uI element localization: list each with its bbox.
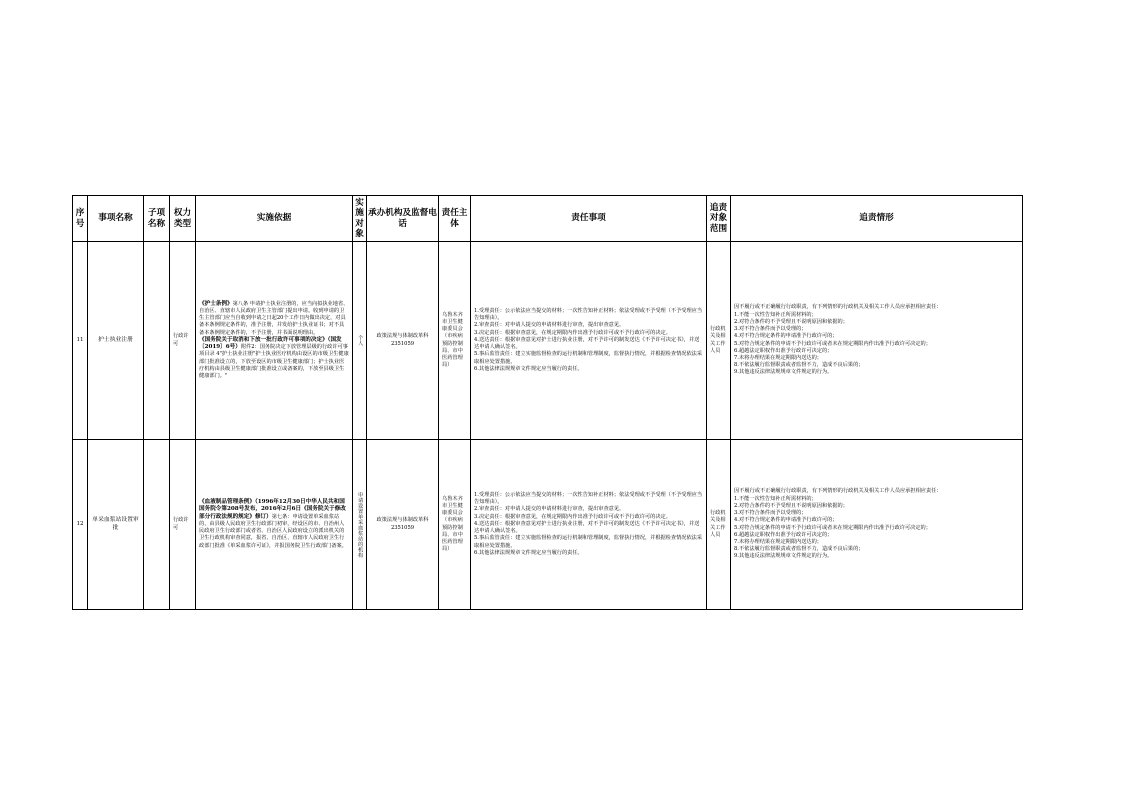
row-item-name: 单采血浆站设置审批 (88, 440, 144, 610)
header-basis: 实施依据 (196, 196, 353, 242)
table-row (73, 440, 1023, 610)
target-text: 个人 (357, 335, 364, 346)
case-line: 6.超越法定职权作出准予行政许可决定的； (734, 531, 833, 538)
case-line: 7.未将办理结果在规定期限内送达的； (734, 538, 822, 545)
header-row (73, 196, 1023, 242)
row-org: 政策法规与体制改革科2351059 (367, 440, 439, 610)
row-seq: 11 (73, 242, 88, 440)
case-line: 9.其他违反法律法规规章文件规定的行为。 (734, 553, 833, 560)
row-power-type: 行政许可 (170, 242, 196, 440)
row-cases (731, 242, 1023, 440)
row-subject: 乌鲁木齐市卫生健康委员会（市疾病预防控制局、市中医药管理局） (439, 440, 471, 610)
row-scope: 行政机关及相关工作人员 (707, 242, 731, 440)
duty-line: 5.事后监管责任：建立实施监督检查的运行机制和管理制度，监督执行情况，并根据检查情况依法采取相应处置措施。 (474, 535, 703, 549)
case-line: 2.对符合条件的不予受理且不说明原因和依据的； (734, 318, 848, 325)
duty-line: 5.事后监管责任：建立实施监督检查的运行机制和管理制度，监督执行情况，并根据检查情况依法采取相应处置措施。 (474, 351, 703, 365)
row-subitem (144, 440, 170, 610)
case-line: 因不履行或不正确履行行政职责，有下列情形的行政机关及相关工作人员应承担相应责任： (734, 304, 942, 311)
header-cases: 追责情形 (731, 196, 1023, 242)
target-text: 申请设置单采血浆站的机构 (357, 491, 364, 558)
row-org: 政策法规与体制改革科2351059 (367, 242, 439, 440)
header-target: 实施对象 (353, 196, 367, 242)
duty-line: 4.送达责任：根据审查意见对护士进行执业注册，对不予许可的制发送达《不予许可决定书》，并送达申请人确认签名。 (474, 520, 700, 535)
case-line: 1.不能一次性告知补正所需材料的； (734, 495, 817, 502)
case-line: 8.不依法履行监督职责或者监督不力，造成不良后果的； (734, 362, 864, 369)
case-line: 2.对符合条件的不予受理且不说明原因和依据的； (734, 502, 848, 509)
header-scope: 追责对象范围 (707, 196, 731, 242)
header-org: 承办机构及监督电话 (367, 196, 439, 242)
row-basis (196, 242, 353, 440)
case-line: 5.对符合规定条件的申请不予行政许可或者未在规定期限内作出准予行政许可决定的； (734, 524, 931, 531)
row-duties (471, 242, 707, 440)
duty-line: 3.决定责任：根据审查意见，在规定期限内作出准予行政许可或不予行政许可的决定。 (474, 513, 671, 520)
case-line: 3.对不符合条件而予以受理的； (734, 510, 807, 517)
basis-text: 第八条 申请护士执业注册的，应当向拟执业地省、自治区、直辖市人民政府卫生主管部门提出申请。收到申请的卫生主管部门应当自收到申请之日起20个工作日内做出决定，对具备本条例规定条件的，准予注册，并发给护士执业证书；对不具备本条例规定条件的，不予注册，并书面说明理由。 (199, 300, 349, 336)
row-power-type: 行政许可 (170, 440, 196, 610)
header-item: 事项名称 (88, 196, 144, 242)
row-basis (196, 440, 353, 610)
case-line: 因不履行或不正确履行行政职责，有下列情形的行政机关及相关工作人员应承担相应责任： (734, 488, 942, 495)
basis-title: 《护士条例》 (199, 300, 233, 307)
duty-line: 6.其他法律法规规章文件规定应当履行的责任。 (474, 365, 583, 372)
case-line: 3.对不符合条件而予以受理的； (734, 326, 807, 333)
row-target (353, 440, 367, 610)
basis-text: 第七条：申请设置单采血浆站的，由县级人民政府卫生行政部门初审，经设区的市、自治州人民政府卫生行政部门或者省、自治区人民政府设立的派出机关的卫生行政机构审查同意，报省、自治区、直辖市人民政府卫生行政部门批准《单采血浆许可证》，并报国务院卫生行政部门备案。 (199, 513, 347, 549)
row-duties (471, 440, 707, 610)
case-line: 6.超越法定职权作出准予行政许可决定的； (734, 347, 833, 354)
row-scope: 行政机关及相关工作人员 (707, 440, 731, 610)
case-line: 4.对不符合规定条件的申请准予行政许可的； (734, 517, 838, 524)
duty-line: 1.受理责任：公示依法应当提交的材料；一次性告知补正材料；依法受理或不予受理（不予受理应当告知理由）。 (474, 308, 703, 322)
header-subject: 责任主体 (439, 196, 471, 242)
case-line: 9.其他违反法律法规规章文件规定的行为。 (734, 369, 833, 376)
duty-line: 2.审查责任：对申请人提交的申请材料进行审查，提出审查意见。 (474, 322, 625, 329)
row-item-name: 护士执业注册 (88, 242, 144, 440)
responsibility-table (72, 195, 1023, 610)
duty-line: 4.送达责任：根据审查意见对护士进行执业注册，对不予许可的制发送达《不予许可决定书》，并送达申请人确认签名。 (474, 336, 700, 351)
duty-line: 3.决定责任：根据审查意见，在规定期限内作出准予行政许可或不予行政许可的决定。 (474, 329, 671, 336)
row-cases (731, 440, 1023, 610)
duty-line: 1.受理责任：公示依法应当提交的材料；一次性告知补正材料；依法受理或不予受理（不予受理应当告知理由）。 (474, 492, 703, 506)
table-row (73, 242, 1023, 440)
case-line: 1.不能一次性告知补正所需材料的； (734, 311, 817, 318)
duty-line: 6.其他法律法规规章文件规定应当履行的责任。 (474, 549, 583, 556)
duty-line: 2.审查责任：对申请人提交的申请材料进行审查，提出审查意见。 (474, 506, 625, 513)
row-subitem (144, 242, 170, 440)
row-target (353, 242, 367, 440)
header-duties: 责任事项 (471, 196, 707, 242)
case-line: 8.不依法履行监督职责或者监督不力，造成不良后果的； (734, 546, 864, 553)
header-subitem: 子项名称 (144, 196, 170, 242)
case-line: 4.对不符合规定条件的申请准予行政许可的； (734, 333, 838, 340)
header-power: 权力类型 (170, 196, 196, 242)
row-subject: 乌鲁木齐市卫生健康委员会（市疾病预防控制局、市中医药管理局） (439, 242, 471, 440)
case-line: 5.对符合规定条件的申请不予行政许可或者未在规定期限内作出准予行政许可决定的； (734, 340, 931, 347)
header-seq: 序号 (73, 196, 88, 242)
case-line: 7.未将办理结果在规定期限内送达的； (734, 354, 822, 361)
basis-title: 《血液制品管理条例》（1996年12月30日中华人民共和国国务院令第208号发布，2016年2月6日《国务院关于修改部分行政法规的规定》修订） (199, 499, 346, 520)
basis-text: 附件2：国务院决定下放管理层级的行政许可事项目录 4"护士执业注册"护士执业医疗机构由设区的市级卫生健康部门批准设立的，下放至设区的市级卫生健康部门；护士执业医疗机构由县级卫生健康部门批准设立或备案的，下放至县级卫生健康部门。" (199, 344, 349, 379)
basis-title: 《国务院关于取消和下放一批行政许可事项的决定》（国发〔2019〕6号） (199, 336, 342, 351)
row-seq: 12 (73, 440, 88, 610)
